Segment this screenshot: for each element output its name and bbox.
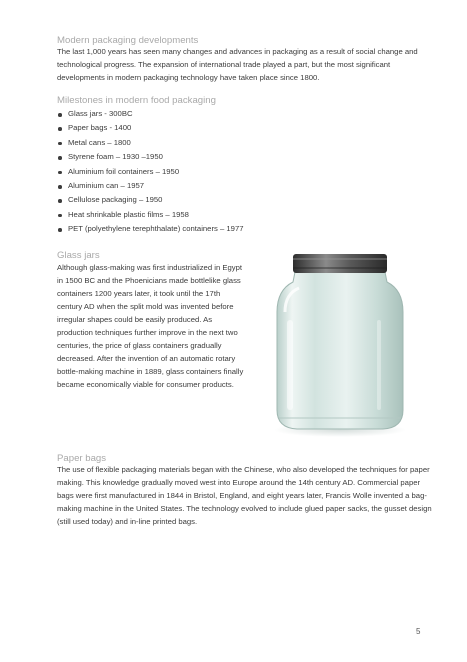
section-title-glass-jars: Glass jars xyxy=(57,250,100,261)
list-item: Metal cans – 1800 xyxy=(57,136,244,150)
paper-bags-paragraph: The use of flexible packaging materials began with the Chinese, who also developed the techniques for paper making. This knowledge gradually moved west into Europe around the 14th century AD. Commercial paper bags were first manufactured in 1844 in Bristol, England, and eight years later, Francis Wolle invented a bag-making machine in the United States. The technology evolved to include glued paper sacks, the gusset design (still used today) and in-line printed bags. xyxy=(57,465,432,526)
list-item: Cellulose packaging – 1950 xyxy=(57,193,244,207)
modern-paragraph: The last 1,000 years has seen many changes and advances in packaging as a result of social change and technological progress. The expansion of international trade played a part, but the most significant developments in modern packaging technology have taken place since 1800. xyxy=(57,47,418,82)
section-title-paper-bags: Paper bags xyxy=(57,453,107,464)
list-item: Heat shrinkable plastic films – 1958 xyxy=(57,208,244,222)
list-item: PET (polyethylene terephthalate) containers – 1977 xyxy=(57,222,244,236)
list-item: Paper bags - 1400 xyxy=(57,121,244,135)
list-item: Aluminium can – 1957 xyxy=(57,179,244,193)
list-item: Glass jars - 300BC xyxy=(57,107,244,121)
glass-jars-paragraph: Although glass-making was first industrialized in Egypt in 1500 BC and the Phoenicians made bottlelike glass containers 1200 years later, it took until the 17th century AD when the split mold was invented before irregular shapes could be easily produced. As production techniques further improve in the next two centuries, the price of glass containers gradually decreased. After the invention of an automatic rotary bottle-making machine in 1889, glass containers finally became economically viable for consumer products. xyxy=(57,263,244,389)
page-number: 5 xyxy=(416,627,421,636)
glass-jar-photo xyxy=(265,250,415,440)
list-item: Aluminium foil containers – 1950 xyxy=(57,165,244,179)
list-item: Styrene foam – 1930 –1950 xyxy=(57,150,244,164)
section-title-milestones: Milestones in modern food packaging xyxy=(57,95,216,106)
milestones-list xyxy=(57,107,244,237)
section-title-modern: Modern packaging developments xyxy=(57,35,199,46)
